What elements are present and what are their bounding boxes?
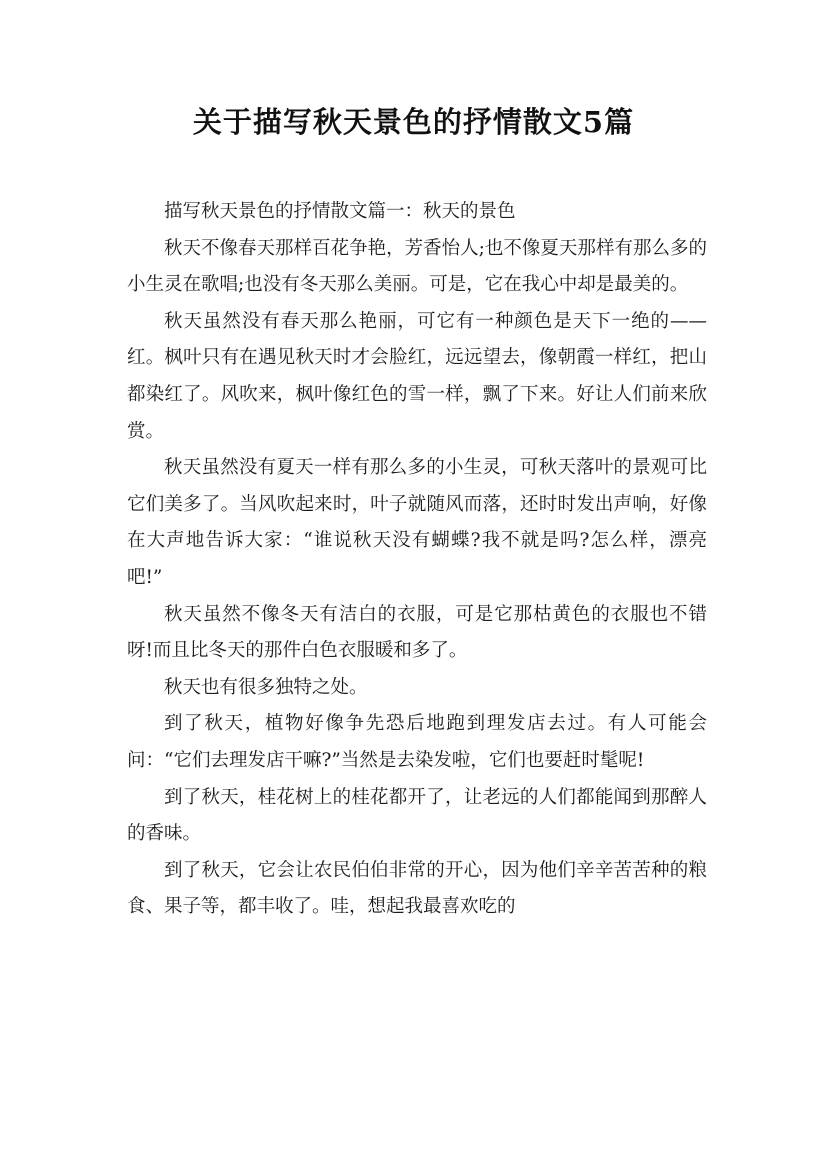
document-title: 关于描写秋天景色的抒情散文5篇 — [192, 105, 635, 139]
paragraph: 秋天不像春天那样百花争艳，芳香怡人;也不像夏天那样有那么多的小生灵在歌唱;也没有冬天那么美丽。可是，它在我心中却是最美的。 — [127, 237, 707, 296]
paragraph: 秋天虽然不像冬天有洁白的衣服，可是它那枯黄色的衣服也不错呀!而且比冬天的那件白色衣服暖和多了。 — [127, 603, 707, 662]
paragraph: 描写秋天景色的抒情散文篇一：秋天的景色 — [164, 201, 516, 222]
paragraph: 秋天也有很多独特之处。 — [164, 676, 368, 698]
paragraph: 到了秋天，植物好像争先恐后地跑到理发店去过。有人可能会问：“它们去理发店干嘛?”当然是去染发啦，它们也要赶时髦呢! — [127, 713, 707, 771]
paragraph: 秋天虽然没有春天那么艳丽，可它有一种颜色是天下一绝的——红。枫叶只有在遇见秋天时才会脸红，远远望去，像朝霞一样红，把山都染红了。风吹来，枫叶像红色的雪一样，飘了下来。好让人们前来欣赏。 — [127, 310, 707, 442]
paragraph: 秋天虽然没有夏天一样有那么多的小生灵，可秋天落叶的景观可比它们美多了。当风吹起来时，叶子就随风而落，还时时发出声响，好像在大声地告诉大家：“谁说秋天没有蝴蝶?我不就是吗?怎么样，漂亮吧!” — [127, 457, 707, 588]
document-body — [127, 194, 707, 926]
paragraph: 到了秋天，桂花树上的桂花都开了，让老远的人们都能闻到那醉人的香味。 — [127, 786, 707, 845]
paragraph: 到了秋天，它会让农民伯伯非常的开心，因为他们辛辛苦苦种的粮食、果子等，都丰收了。哇，想起我最喜欢吃的 — [127, 859, 707, 918]
